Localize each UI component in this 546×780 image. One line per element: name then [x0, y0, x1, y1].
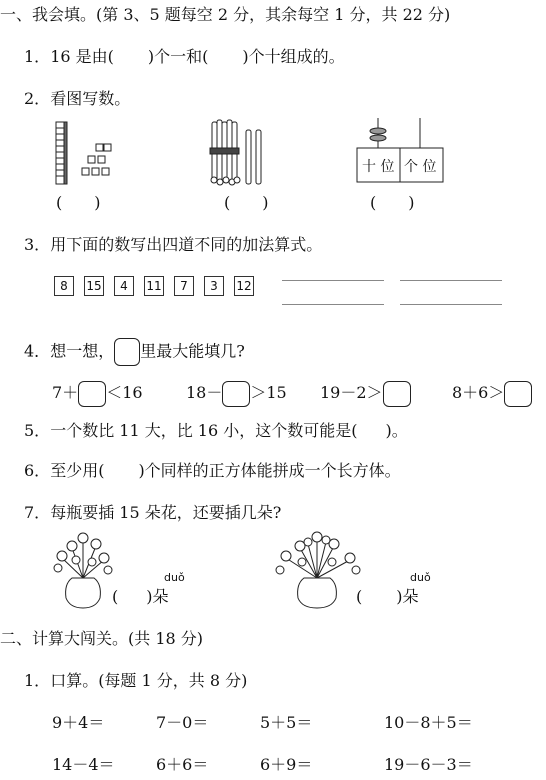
oral-calc-item: 7－0＝: [156, 713, 209, 732]
number-card: 11: [144, 276, 164, 296]
question-3: [24, 232, 322, 255]
oral-calc-item: 6＋9＝: [260, 755, 313, 774]
answer-line[interactable]: [400, 304, 502, 305]
answer-line[interactable]: [282, 304, 384, 305]
question-2: [24, 86, 130, 109]
q1-text-c: )个十组成的。: [242, 47, 345, 66]
place-value-blocks-image: [48, 120, 118, 186]
pinyin-label: duǒ: [164, 571, 185, 584]
number-card: 4: [114, 276, 134, 296]
question-number: 6．: [24, 461, 51, 480]
answer-box[interactable]: [383, 381, 411, 407]
q4-expression-3: [320, 380, 411, 407]
question-number: 1．: [24, 47, 51, 66]
q4-expression-2: [186, 380, 287, 407]
question-4: [24, 338, 245, 366]
oral-calc-item: 6＋6＝: [156, 755, 209, 774]
number-card: 7: [174, 276, 194, 296]
question-number: 4．: [24, 341, 51, 361]
question-1: [24, 44, 345, 67]
q1-text-b: )个一和(: [147, 47, 209, 66]
number-card: 3: [204, 276, 224, 296]
oral-calc-item: 10－8＋5＝: [384, 713, 473, 732]
number-card: 15: [84, 276, 104, 296]
oral-calc-item: 9＋4＝: [52, 713, 105, 732]
flower-vase-icon: [50, 528, 119, 612]
section-title: 一、我会填。(第 3、5 题每空 2 分，其余每空 1 分，共 22 分): [0, 5, 451, 24]
question-number: 7．: [24, 503, 51, 522]
expr-text: 19－2＞: [320, 383, 383, 402]
expr-text: ＞15: [250, 383, 287, 402]
q5-text-a: 一个数比 11 大，比 16 小，这个数可能是(: [50, 421, 358, 440]
question-number: 1．: [24, 671, 51, 690]
q6-text-b: )个同样的正方体能拼成一个长方体。: [138, 461, 401, 480]
q1-text-a: 16 是由(: [50, 47, 114, 66]
oral-calc-item: 5＋5＝: [260, 713, 313, 732]
q2-answer-blank-2[interactable]: ( ): [224, 193, 269, 212]
question-number: 5．: [24, 421, 51, 440]
answer-line[interactable]: [400, 280, 502, 281]
question-6: [24, 458, 401, 481]
question-number: 3．: [24, 235, 51, 254]
expr-text: ＜16: [106, 383, 143, 402]
q4-expression-4: [452, 380, 532, 407]
question-5: [24, 418, 408, 441]
q6-text-a: 至少用(: [50, 461, 105, 480]
flower-vase-icon: [272, 528, 362, 612]
expr-text: 8＋6＞: [452, 383, 505, 402]
answer-box[interactable]: [222, 381, 250, 407]
section-title: 二、计算大闯关。(共 18 分): [0, 629, 204, 648]
q7-answer-2: [356, 584, 419, 607]
q7-unit: )朵: [396, 587, 419, 606]
q4-expression-1: [52, 380, 143, 407]
q7-unit: )朵: [146, 587, 169, 606]
abacus-ones-label: 个 位: [404, 159, 437, 175]
number-card: 12: [234, 276, 254, 296]
q2-answer-blank-1[interactable]: ( ): [56, 193, 101, 212]
answer-line[interactable]: [282, 280, 384, 281]
question-7: [24, 500, 281, 523]
q7-paren-open: (: [356, 587, 363, 606]
q7-text: 每瓶要插 15 朵花，还要插几朵?: [50, 503, 282, 522]
q2-text: 看图写数。: [50, 89, 131, 108]
sticks-bundle-image: [206, 118, 266, 188]
empty-box-icon: [114, 338, 140, 366]
expr-text: 18－: [186, 383, 223, 402]
q7-answer-1: [112, 584, 169, 607]
q5-text-b: )。: [385, 421, 408, 440]
s2-q1-text: 口算。(每题 1 分，共 8 分): [50, 671, 248, 690]
q4-text-b: 里最大能填几?: [140, 341, 245, 361]
q7-paren-open: (: [112, 587, 119, 606]
oral-calc-item: 14－4＝: [52, 755, 115, 774]
abacus-tens-label: 十 位: [362, 159, 395, 175]
section2-question-1: [24, 668, 247, 691]
number-card: 8: [54, 276, 74, 296]
pinyin-label: duǒ: [410, 571, 431, 584]
q4-text-a: 想一想，: [50, 341, 115, 361]
question-number: 2．: [24, 89, 51, 108]
q3-text: 用下面的数写出四道不同的加法算式。: [50, 235, 323, 254]
q2-answer-blank-3[interactable]: ( ): [370, 193, 415, 212]
answer-box[interactable]: [504, 381, 532, 407]
answer-box[interactable]: [78, 381, 106, 407]
oral-calc-item: 19－6－3＝: [384, 755, 473, 774]
expr-text: 7＋: [52, 383, 79, 402]
